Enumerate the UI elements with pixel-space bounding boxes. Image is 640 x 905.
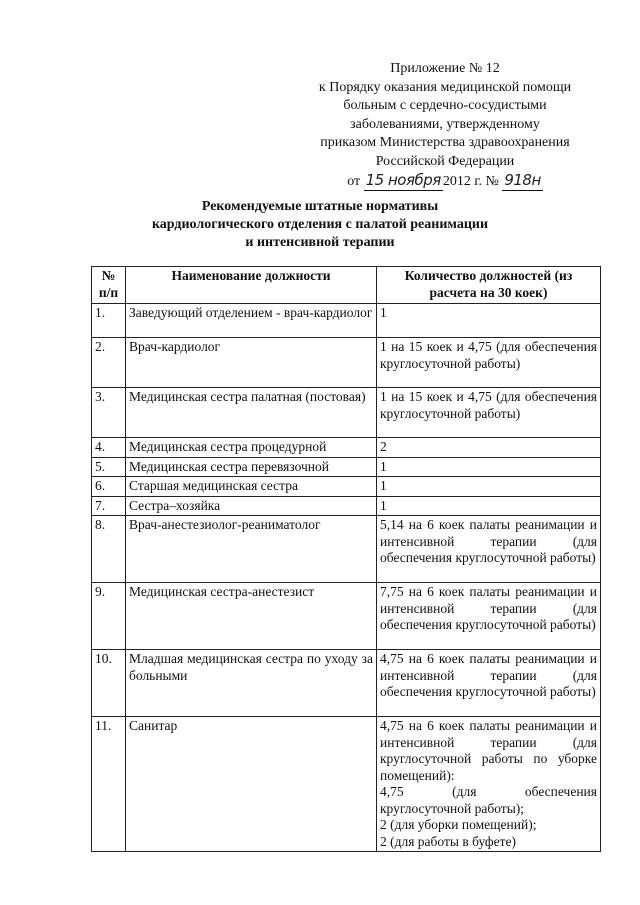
title-line: кардиологического отделения с палатой реанимации [151,217,489,232]
position-quantity [377,496,601,516]
title-line: Рекомендуемые штатные нормативы [201,199,439,214]
position-name: Врач-анестезиолог-реаниматолог [126,516,377,583]
handwritten-date: 15 ноября [365,171,441,189]
quantity-line: 1 на 15 коек и 4,75 (для обеспечения круглосуточной работы) [380,339,597,371]
position-quantity [377,583,601,650]
position-quantity [377,338,601,388]
row-number: 2. [92,338,126,388]
header-qty: Количество должностей (из расчета на 30 коек) [377,267,601,304]
quantity-line: 1 [380,478,387,493]
handwritten-order-number: 918н [504,171,541,189]
row-number: 9. [92,583,126,650]
quantity-line: 5,14 на 6 коек палаты реанимации и интенсивной терапии (для обеспечения круглосуточной работы) [380,517,597,565]
row-number: 11. [92,717,126,852]
quantity-line: 2 [380,439,387,454]
row-number: 8. [92,516,126,583]
position-name: Врач-кардиолог [126,338,377,388]
position-quantity [377,457,601,477]
appendix-line: заболеваниями, утвержденному [350,116,540,132]
row-number: 4. [92,438,126,458]
appendix-line: больным с сердечно-сосудистыми [343,98,547,113]
title-line: и интенсивной терапии [245,235,395,250]
position-name: Старшая медицинская сестра [126,477,377,497]
position-name: Заведующий отделением - врач-кардиолог [126,304,377,338]
staffing-table [91,266,601,852]
appendix-line: Приложение № 12 [390,61,500,76]
appendix-line: Российской Федерации [375,153,515,169]
table-row [92,717,601,852]
table-row [92,304,601,338]
table-row [92,438,601,458]
row-number: 3. [92,388,126,438]
quantity-line: 1 [380,305,387,320]
position-name: Медицинская сестра процедурной [126,438,377,458]
row-number: 7. [92,496,126,516]
position-name: Санитар [126,717,377,852]
order-year: 2012 г. № [442,174,499,189]
quantity-line: 2 (для уборки помещений); [380,817,537,832]
position-quantity [377,438,601,458]
header-name: Наименование должности [126,267,377,304]
quantity-line: 4,75 (для обеспечения круглосуточной работы); [380,784,597,816]
position-quantity [377,717,601,852]
position-name: Медицинская сестра перевязочной [126,457,377,477]
position-quantity [377,388,601,438]
header-num: № п/п [92,267,126,304]
table-row [92,516,601,583]
position-name: Младшая медицинская сестра по уходу за больными [126,650,377,717]
position-name: Сестра–хозяйка [126,496,377,516]
document-title [150,198,490,252]
order-date-line [290,171,600,192]
row-number: 10. [92,650,126,717]
row-number: 1. [92,304,126,338]
table-row [92,477,601,497]
date-prefix: от [347,174,361,189]
quantity-line: 1 [380,458,387,474]
position-quantity [377,516,601,583]
appendix-line: приказом Министерства здравоохранения [320,135,570,150]
table-row [92,496,601,516]
position-quantity [377,477,601,497]
table-row [92,583,601,650]
quantity-line: 7,75 на 6 коек палаты реанимации и интенсивной терапии (для обеспечения круглосуточной работы) [380,584,597,632]
position-name: Медицинская сестра-анестезист [126,583,377,650]
table-header-row [92,267,601,304]
position-quantity [377,304,601,338]
table-row [92,388,601,438]
appendix-line: к Порядку оказания медицинской помощи [318,79,572,95]
table-row [92,650,601,717]
quantity-line: 4,75 на 6 коек палаты реанимации и интенсивной терапии (для круглосуточной работы по уборке помещений): [380,718,597,783]
quantity-line: 1 на 15 коек и 4,75 (для обеспечения круглосуточной работы) [380,389,597,421]
quantity-line: 4,75 на 6 коек палаты реанимации и интенсивной терапии (для обеспечения круглосуточной работы) [380,651,597,699]
table-row [92,457,601,477]
appendix-header [290,60,600,192]
table-body [92,304,601,852]
quantity-line: 1 [380,497,387,513]
row-number: 5. [92,457,126,477]
row-number: 6. [92,477,126,497]
table-row [92,338,601,388]
quantity-line: 2 (для работы в буфете) [380,833,516,849]
position-name: Медицинская сестра палатная (постовая) [126,388,377,438]
position-quantity [377,650,601,717]
